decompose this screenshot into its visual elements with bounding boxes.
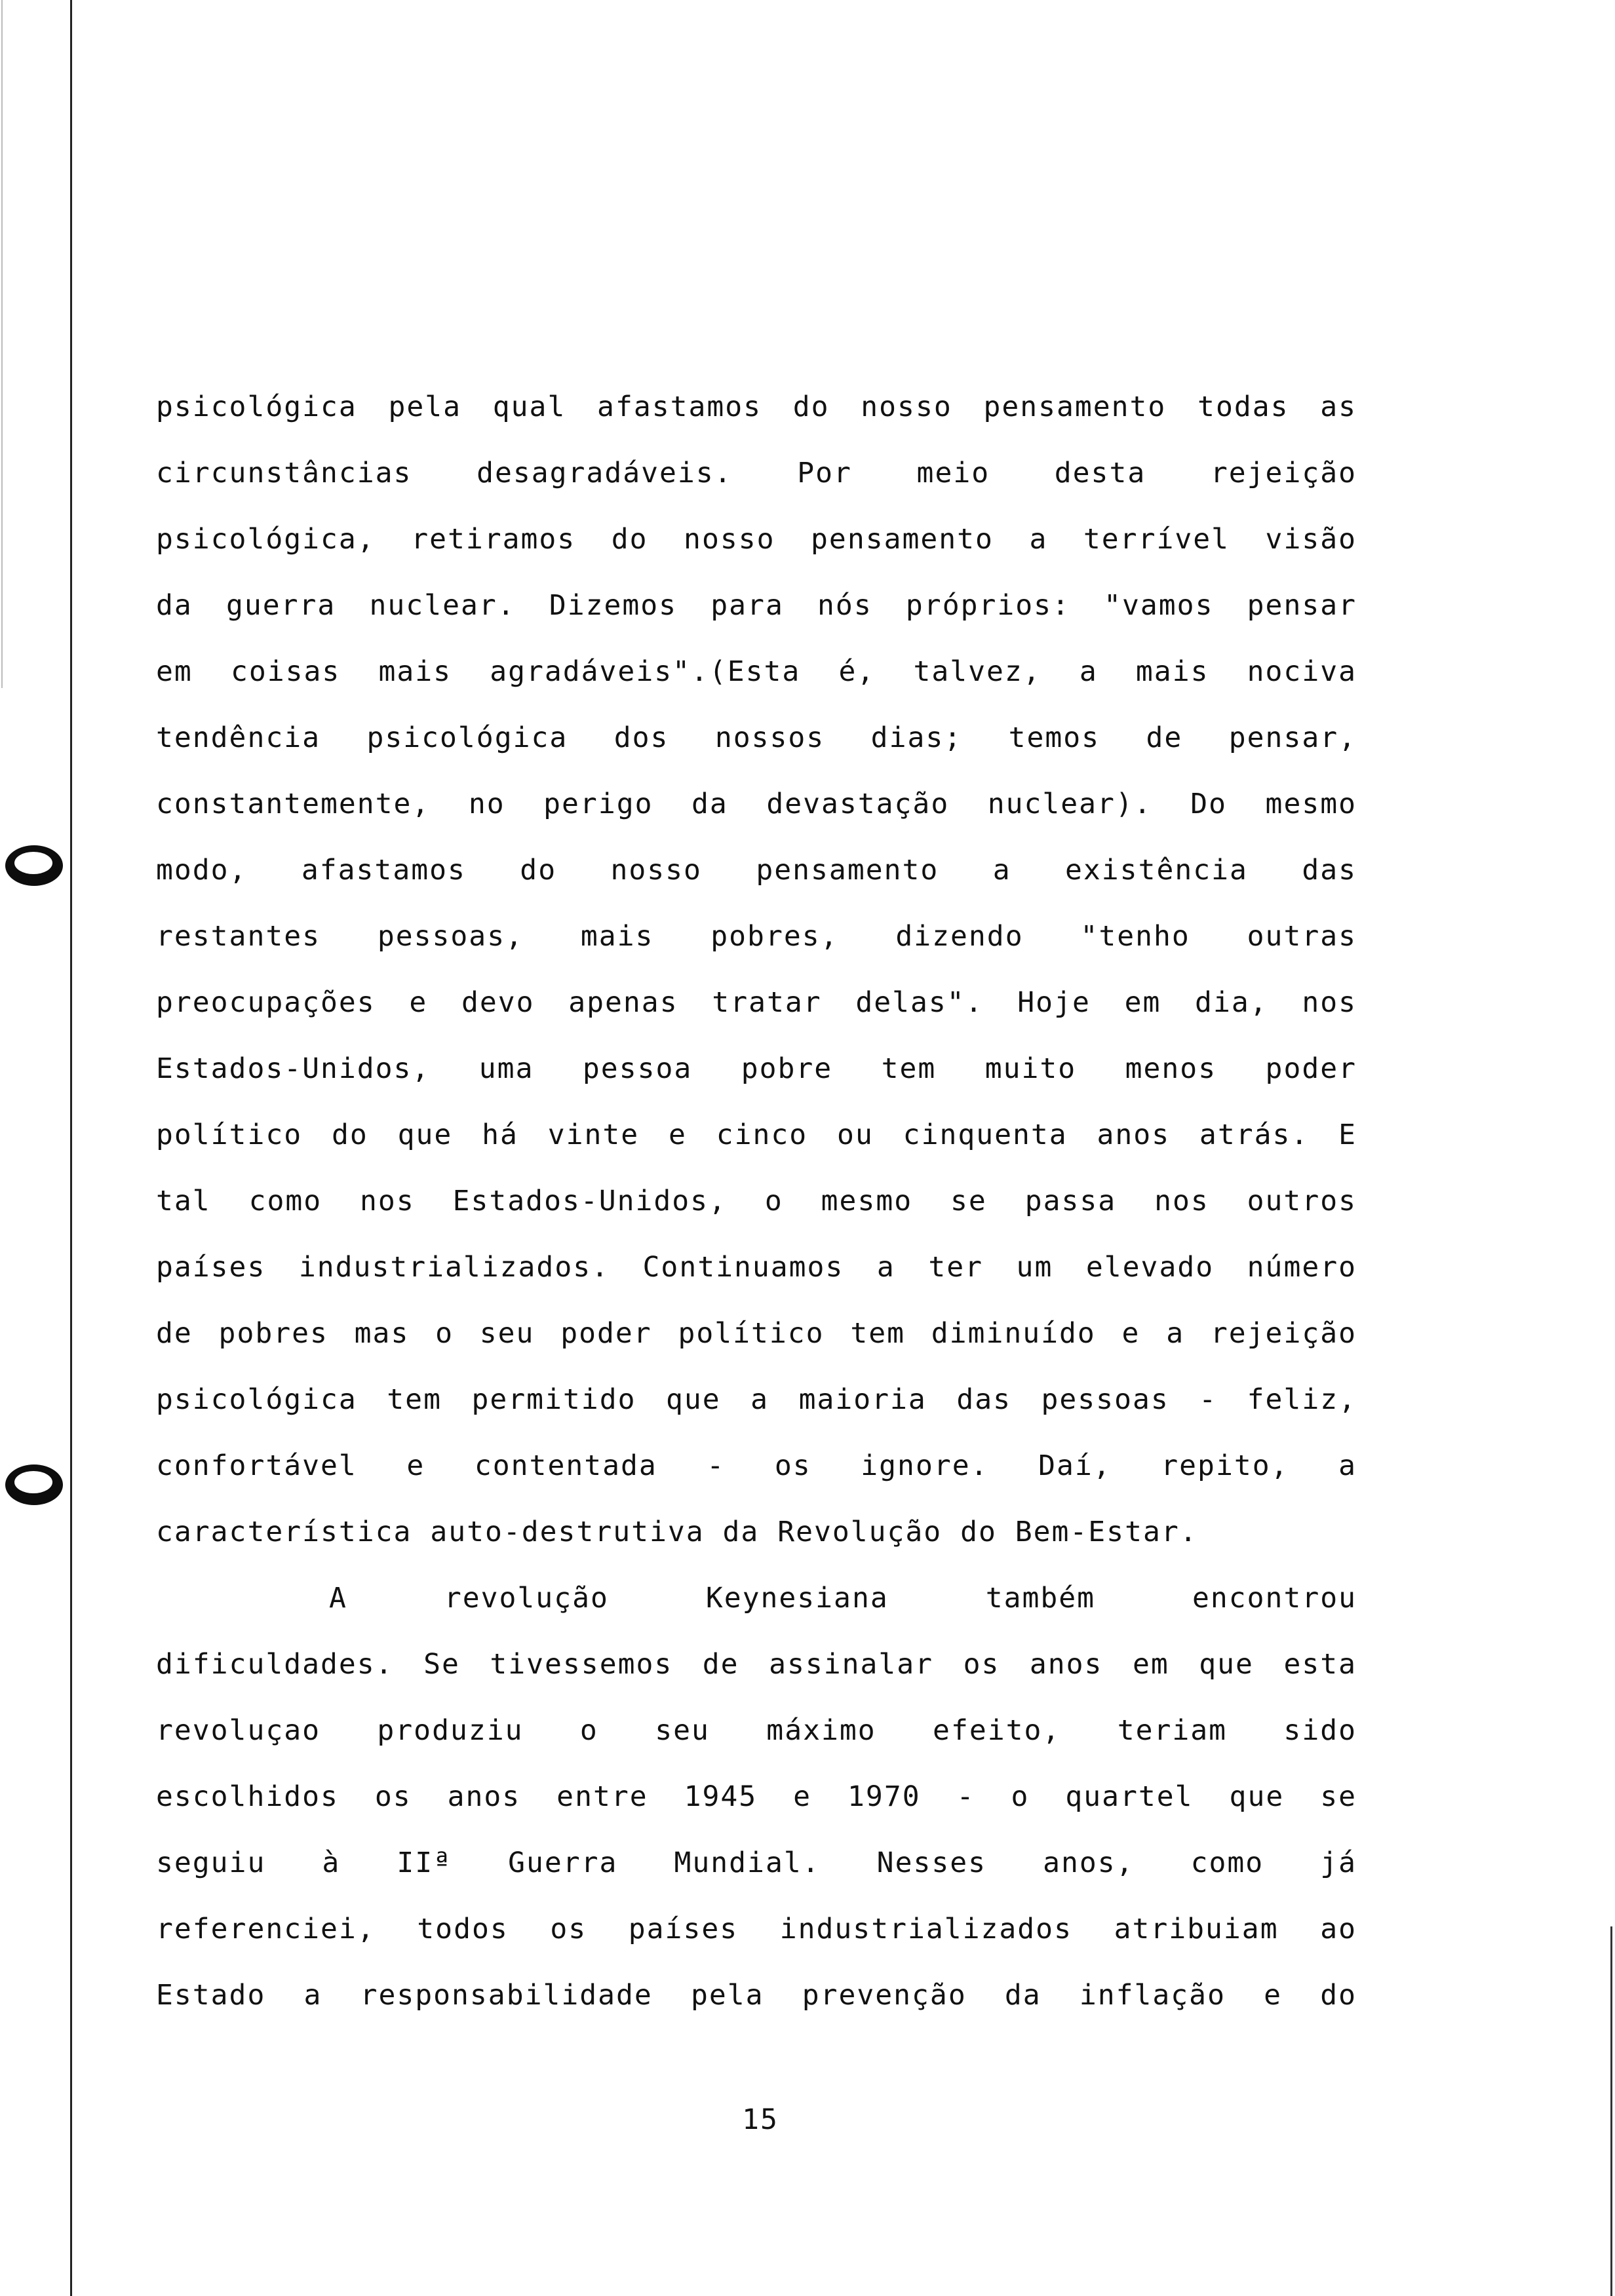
text-line: referenciei, todos os países industrializados atribuiam ao xyxy=(156,1913,1357,1945)
text-line: da guerra nuclear. Dizemos para nós próprios: "vamos pensar xyxy=(156,589,1357,622)
text-line: em coisas mais agradáveis".(Esta é, talvez, a mais nociva xyxy=(156,655,1357,688)
text-line: seguiu à IIª Guerra Mundial. Nesses anos, como já xyxy=(156,1846,1357,1879)
text-line: preocupações e devo apenas tratar delas". Hoje em dia, nos xyxy=(156,986,1357,1019)
text-line: revoluçao produziu o seu máximo efeito, teriam sido xyxy=(156,1714,1357,1747)
punch-hole-icon xyxy=(5,845,63,886)
scan-edge-line xyxy=(1,0,3,688)
text-line: psicológica tem permitido que a maioria das pessoas - feliz, xyxy=(156,1383,1357,1416)
text-line: de pobres mas o seu poder político tem diminuído e a rejeição xyxy=(156,1317,1357,1350)
text-line: constantemente, no perigo da devastação nuclear). Do mesmo xyxy=(156,788,1357,820)
text-line: tal como nos Estados-Unidos, o mesmo se passa nos outros xyxy=(156,1185,1357,1217)
binding-margin-line xyxy=(70,0,72,2296)
body-text xyxy=(156,384,1357,2038)
text-line: Estado a responsabilidade pela prevenção da inflação e do xyxy=(156,1979,1357,2012)
text-line: psicológica pela qual afastamos do nosso pensamento todas as xyxy=(156,391,1357,423)
text-line: países industrializados. Continuamos a ter um elevado número xyxy=(156,1251,1357,1284)
text-line: psicológica, retiramos do nosso pensamento a terrível visão xyxy=(156,523,1357,556)
punch-hole-icon xyxy=(5,1464,63,1505)
scan-edge-line-right xyxy=(1610,1926,1612,2296)
text-line: dificuldades. Se tivessemos de assinalar os anos em que esta xyxy=(156,1648,1357,1681)
text-line: confortável e contentada - os ignore. Daí, repito, a xyxy=(156,1449,1357,1482)
text-line: circunstâncias desagradáveis. Por meio desta rejeição xyxy=(156,457,1357,489)
text-line: restantes pessoas, mais pobres, dizendo "tenho outras xyxy=(156,920,1357,953)
text-line: Estados-Unidos, uma pessoa pobre tem muito menos poder xyxy=(156,1052,1357,1085)
text-line: característica auto-destrutiva da Revolução do Bem-Estar. xyxy=(156,1516,1198,1548)
text-line: tendência psicológica dos nossos dias; temos de pensar, xyxy=(156,721,1357,754)
text-line: modo, afastamos do nosso pensamento a existência das xyxy=(156,854,1357,887)
page-number: 15 xyxy=(742,2103,779,2136)
text-line: A revolução Keynesiana também encontrou xyxy=(329,1582,1357,1615)
text-line: político do que há vinte e cinco ou cinquenta anos atrás. E xyxy=(156,1119,1357,1151)
text-line: escolhidos os anos entre 1945 e 1970 - o quartel que se xyxy=(156,1780,1357,1813)
